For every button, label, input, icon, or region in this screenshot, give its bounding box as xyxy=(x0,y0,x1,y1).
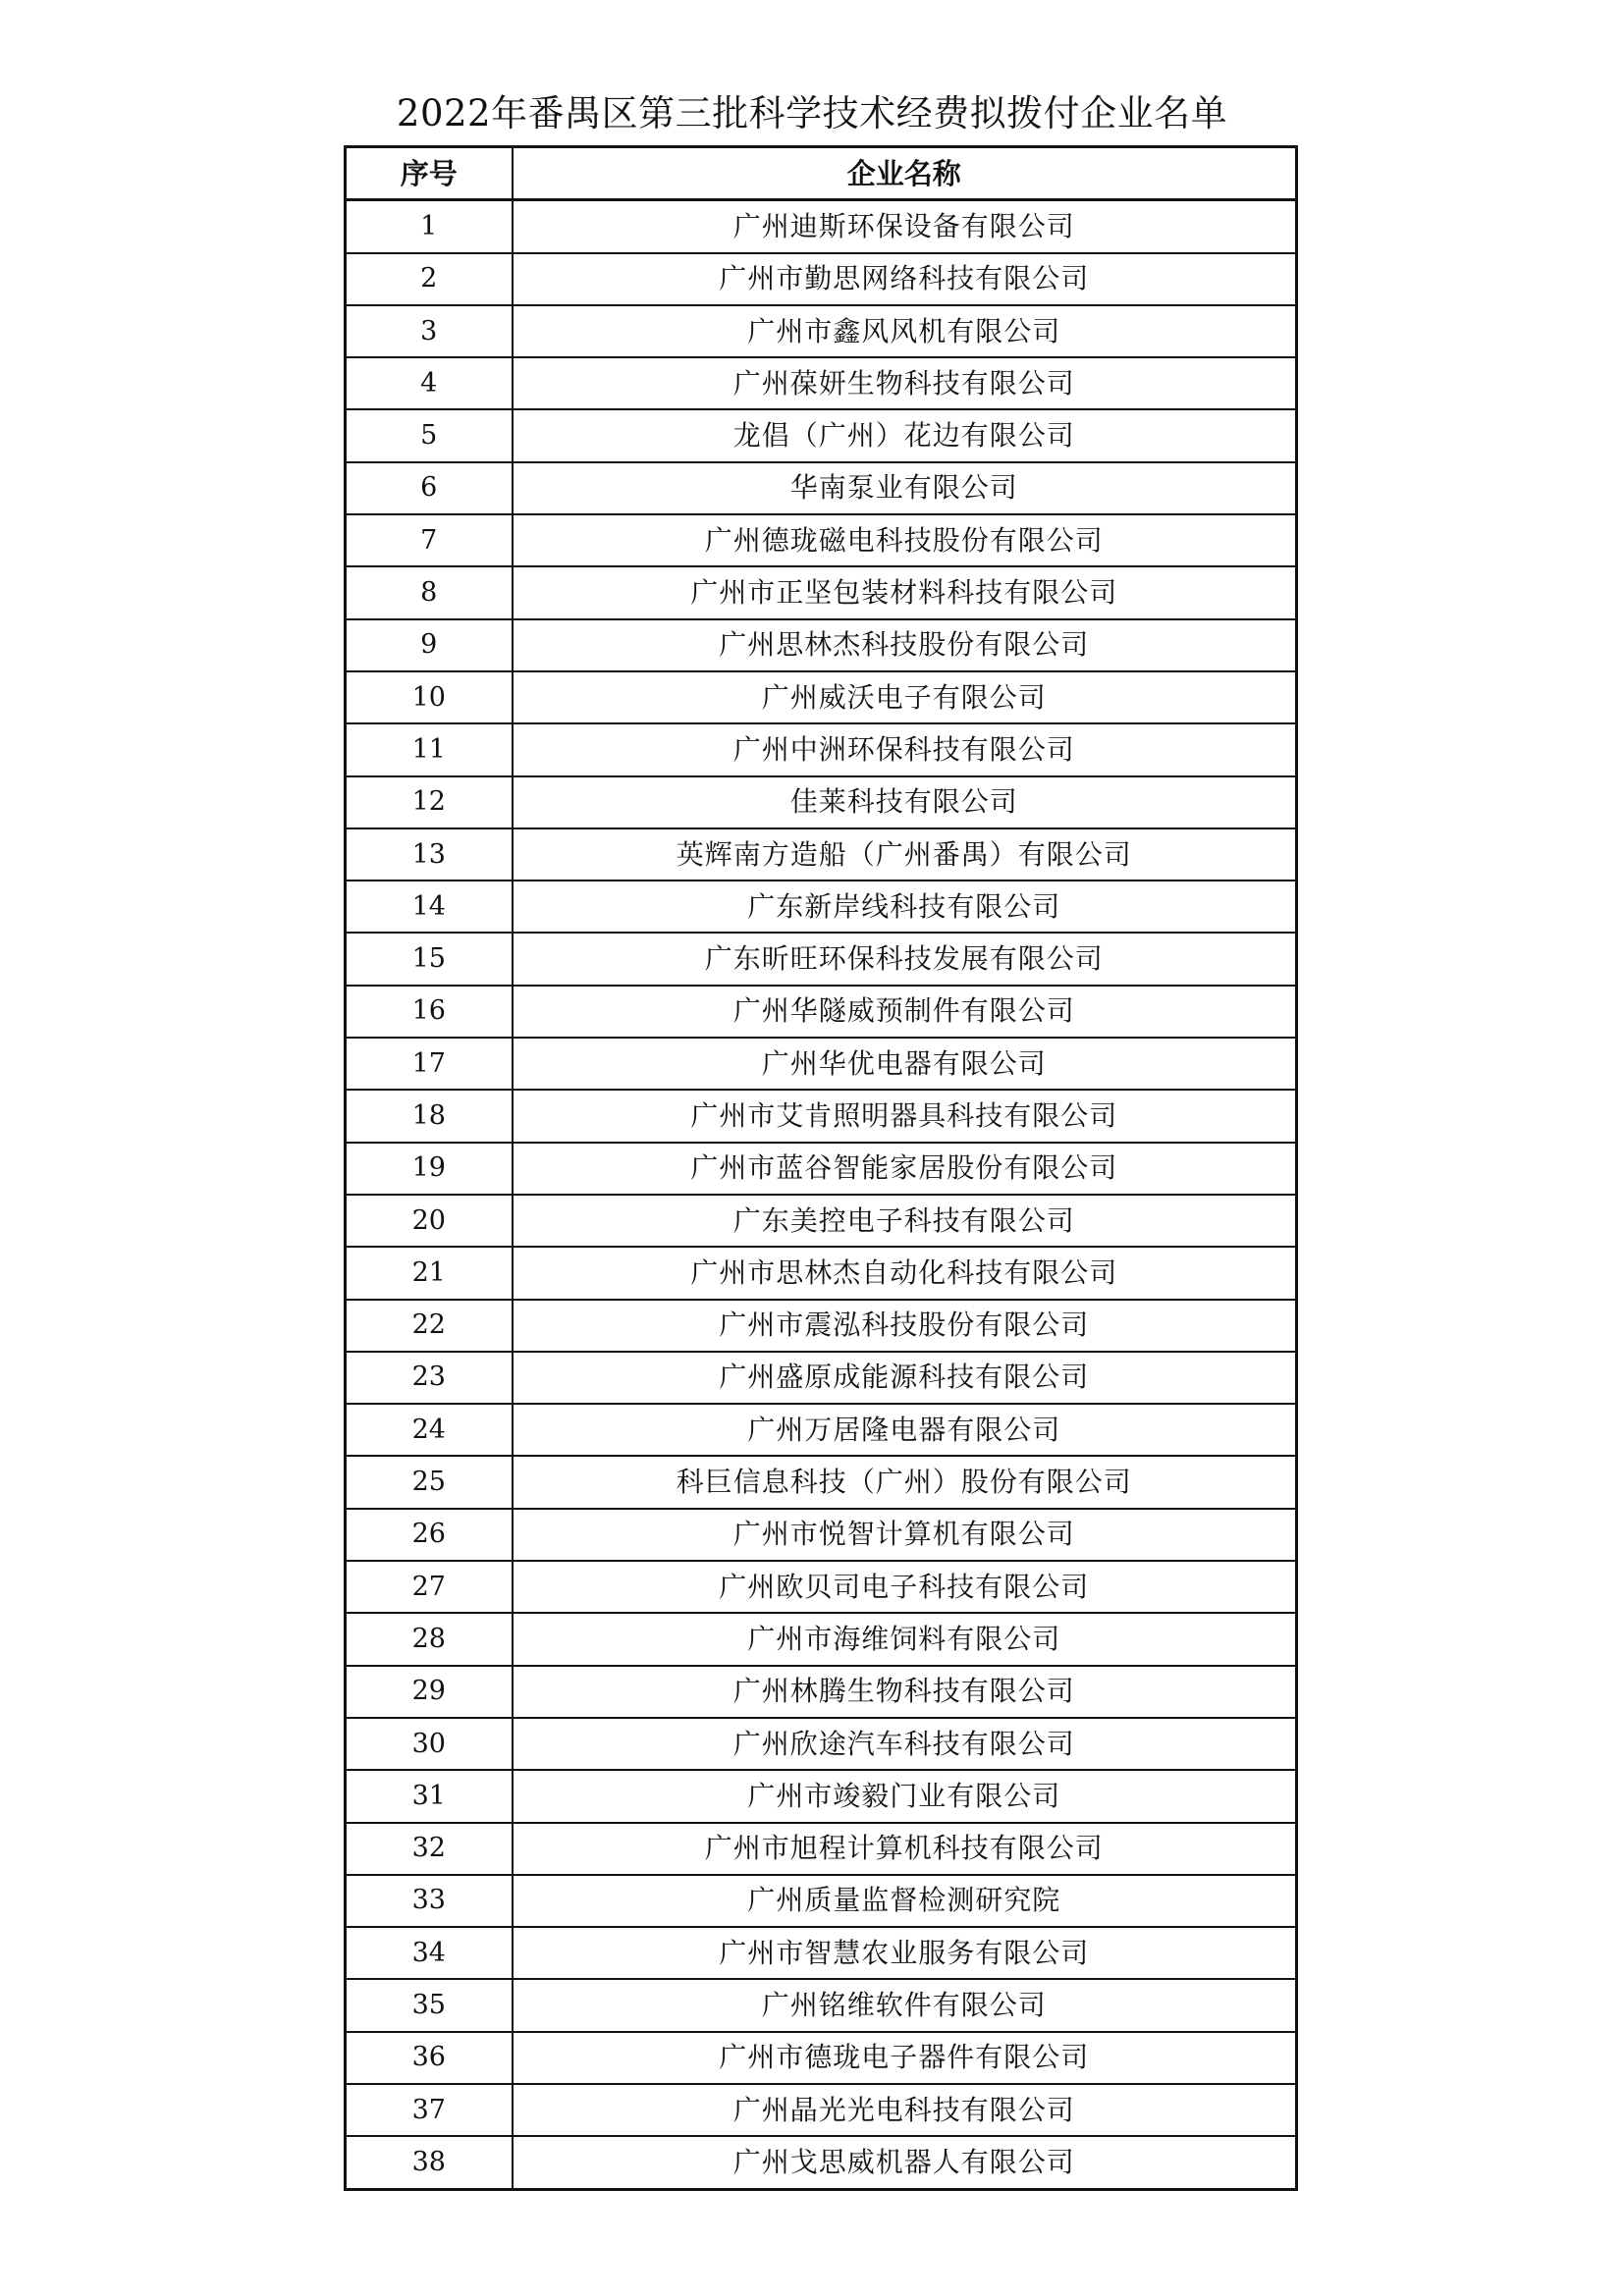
serial-number-cell: 26 xyxy=(346,1509,513,1561)
company-name-cell: 广州市悦智计算机有限公司 xyxy=(513,1509,1297,1561)
company-name-cell: 广州市旭程计算机科技有限公司 xyxy=(513,1823,1297,1875)
table-row xyxy=(346,1143,1297,1195)
table-row xyxy=(346,1823,1297,1875)
company-name-cell: 广州林腾生物科技有限公司 xyxy=(513,1666,1297,1718)
table-row xyxy=(346,1666,1297,1718)
table-row xyxy=(346,1090,1297,1142)
company-name-cell: 广州欣途汽车科技有限公司 xyxy=(513,1718,1297,1770)
company-name-cell: 广州华隧威预制件有限公司 xyxy=(513,986,1297,1038)
header-serial-number: 序号 xyxy=(346,147,513,200)
table-row xyxy=(346,305,1297,357)
serial-number-cell: 32 xyxy=(346,1823,513,1875)
table-header-row xyxy=(346,147,1297,200)
serial-number-cell: 34 xyxy=(346,1927,513,1979)
table-row xyxy=(346,253,1297,305)
table-row xyxy=(346,357,1297,409)
serial-number-cell: 3 xyxy=(346,305,513,357)
company-name-cell: 广州迪斯环保设备有限公司 xyxy=(513,200,1297,253)
serial-number-cell: 5 xyxy=(346,409,513,461)
company-name-cell: 广州盛原成能源科技有限公司 xyxy=(513,1352,1297,1404)
table-row xyxy=(346,1561,1297,1613)
table-row xyxy=(346,619,1297,671)
serial-number-cell: 16 xyxy=(346,986,513,1038)
header-company-name: 企业名称 xyxy=(513,147,1297,200)
serial-number-cell: 21 xyxy=(346,1247,513,1299)
company-list-table xyxy=(344,145,1298,2191)
serial-number-cell: 9 xyxy=(346,619,513,671)
company-name-cell: 广东美控电子科技有限公司 xyxy=(513,1195,1297,1247)
table-row xyxy=(346,828,1297,881)
serial-number-cell: 22 xyxy=(346,1300,513,1352)
serial-number-cell: 35 xyxy=(346,1979,513,2031)
company-name-cell: 广州铭维软件有限公司 xyxy=(513,1979,1297,2031)
serial-number-cell: 27 xyxy=(346,1561,513,1613)
company-name-cell: 英辉南方造船（广州番禺）有限公司 xyxy=(513,828,1297,881)
table-body xyxy=(346,200,1297,2189)
company-name-cell: 广州市鑫风风机有限公司 xyxy=(513,305,1297,357)
table-row xyxy=(346,723,1297,775)
table-row xyxy=(346,1300,1297,1352)
table-row xyxy=(346,986,1297,1038)
table-row xyxy=(346,933,1297,985)
table-row xyxy=(346,1038,1297,1090)
company-name-cell: 科巨信息科技（广州）股份有限公司 xyxy=(513,1456,1297,1508)
table-row xyxy=(346,1352,1297,1404)
table-row xyxy=(346,2084,1297,2136)
serial-number-cell: 29 xyxy=(346,1666,513,1718)
company-name-cell: 广州质量监督检测研究院 xyxy=(513,1875,1297,1927)
serial-number-cell: 25 xyxy=(346,1456,513,1508)
company-name-cell: 广州万居隆电器有限公司 xyxy=(513,1404,1297,1456)
company-name-cell: 广州戈思威机器人有限公司 xyxy=(513,2136,1297,2189)
company-name-cell: 广州市勤思网络科技有限公司 xyxy=(513,253,1297,305)
table-row xyxy=(346,1456,1297,1508)
page-title: 2022年番禺区第三批科学技术经费拟拨付企业名单 xyxy=(396,92,1228,134)
table-row xyxy=(346,566,1297,618)
serial-number-cell: 37 xyxy=(346,2084,513,2136)
serial-number-cell: 13 xyxy=(346,828,513,881)
table-row xyxy=(346,776,1297,828)
table-row xyxy=(346,1979,1297,2031)
serial-number-cell: 6 xyxy=(346,462,513,514)
company-name-cell: 广州华优电器有限公司 xyxy=(513,1038,1297,1090)
table-row xyxy=(346,1509,1297,1561)
serial-number-cell: 28 xyxy=(346,1613,513,1665)
table-row xyxy=(346,1875,1297,1927)
company-name-cell: 广州葆妍生物科技有限公司 xyxy=(513,357,1297,409)
serial-number-cell: 10 xyxy=(346,671,513,723)
table-row xyxy=(346,671,1297,723)
company-name-cell: 广州市震泓科技股份有限公司 xyxy=(513,1300,1297,1352)
company-name-cell: 广州市德珑电子器件有限公司 xyxy=(513,2032,1297,2084)
serial-number-cell: 30 xyxy=(346,1718,513,1770)
company-name-cell: 广州德珑磁电科技股份有限公司 xyxy=(513,514,1297,566)
serial-number-cell: 7 xyxy=(346,514,513,566)
table-row xyxy=(346,1404,1297,1456)
serial-number-cell: 12 xyxy=(346,776,513,828)
company-name-cell: 华南泵业有限公司 xyxy=(513,462,1297,514)
company-name-cell: 广州市海维饲料有限公司 xyxy=(513,1613,1297,1665)
table-row xyxy=(346,514,1297,566)
serial-number-cell: 17 xyxy=(346,1038,513,1090)
company-name-cell: 龙倡（广州）花边有限公司 xyxy=(513,409,1297,461)
company-name-cell: 广州市正坚包装材料科技有限公司 xyxy=(513,566,1297,618)
company-name-cell: 广州威沃电子有限公司 xyxy=(513,671,1297,723)
company-name-cell: 广州市蓝谷智能家居股份有限公司 xyxy=(513,1143,1297,1195)
serial-number-cell: 20 xyxy=(346,1195,513,1247)
table-row xyxy=(346,1770,1297,1822)
table-row xyxy=(346,1613,1297,1665)
serial-number-cell: 36 xyxy=(346,2032,513,2084)
company-name-cell: 广东昕旺环保科技发展有限公司 xyxy=(513,933,1297,985)
serial-number-cell: 33 xyxy=(346,1875,513,1927)
table-row xyxy=(346,1195,1297,1247)
serial-number-cell: 23 xyxy=(346,1352,513,1404)
serial-number-cell: 1 xyxy=(346,200,513,253)
company-name-cell: 广州市艾肯照明器具科技有限公司 xyxy=(513,1090,1297,1142)
serial-number-cell: 19 xyxy=(346,1143,513,1195)
serial-number-cell: 31 xyxy=(346,1770,513,1822)
serial-number-cell: 4 xyxy=(346,357,513,409)
serial-number-cell: 18 xyxy=(346,1090,513,1142)
table-row xyxy=(346,462,1297,514)
table-row xyxy=(346,409,1297,461)
serial-number-cell: 24 xyxy=(346,1404,513,1456)
serial-number-cell: 15 xyxy=(346,933,513,985)
company-name-cell: 广州市智慧农业服务有限公司 xyxy=(513,1927,1297,1979)
table-row xyxy=(346,200,1297,253)
serial-number-cell: 8 xyxy=(346,566,513,618)
company-name-cell: 广州思林杰科技股份有限公司 xyxy=(513,619,1297,671)
table-row xyxy=(346,1247,1297,1299)
company-name-cell: 广州晶光光电科技有限公司 xyxy=(513,2084,1297,2136)
company-name-cell: 广州欧贝司电子科技有限公司 xyxy=(513,1561,1297,1613)
table-row xyxy=(346,881,1297,933)
company-name-cell: 广州市思林杰自动化科技有限公司 xyxy=(513,1247,1297,1299)
company-name-cell: 广东新岸线科技有限公司 xyxy=(513,881,1297,933)
serial-number-cell: 38 xyxy=(346,2136,513,2189)
company-list-table-container xyxy=(344,145,1298,2191)
table-row xyxy=(346,1718,1297,1770)
table-row xyxy=(346,1927,1297,1979)
table-row xyxy=(346,2136,1297,2189)
company-name-cell: 佳莱科技有限公司 xyxy=(513,776,1297,828)
table-row xyxy=(346,2032,1297,2084)
company-name-cell: 广州市竣毅门业有限公司 xyxy=(513,1770,1297,1822)
company-name-cell: 广州中洲环保科技有限公司 xyxy=(513,723,1297,775)
serial-number-cell: 2 xyxy=(346,253,513,305)
serial-number-cell: 14 xyxy=(346,881,513,933)
serial-number-cell: 11 xyxy=(346,723,513,775)
